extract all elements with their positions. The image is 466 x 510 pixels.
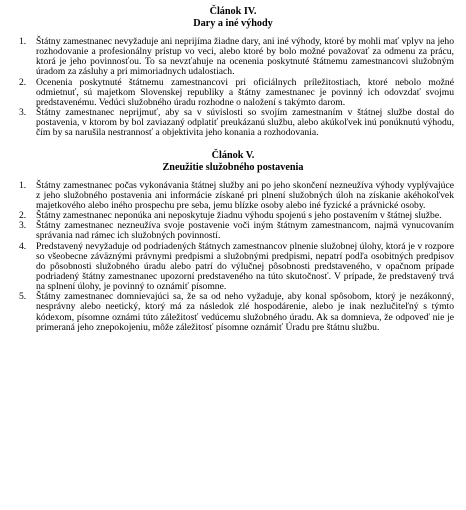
- article-subtitle: Zneužitie služobného postavenia: [162, 161, 304, 173]
- item-number: 3.: [19, 107, 27, 119]
- item-text: Ocenenia poskytnuté štátnemu zamestnancovi pri oficiálnych príležitostiach, ktoré nebolo možné odmietnuť, sú majetkom Slovenskej republiky a štátny zamestnanec je povinný ich odovzdať svojmu predstavenému. Vedúci služobného úradu rozhodne o naložení s takýmto darom.: [36, 76, 454, 108]
- article-title: Článok V.: [211, 149, 255, 161]
- article-v: [10, 150, 456, 333]
- list-item: [10, 181, 456, 211]
- item-text: Predstavený nevyžaduje od podriadených štátnych zamestnancov plnenie služobnej úlohy, ktorá je v rozpore so všeobecne záväznými právnymi predpismi a služobnými predpismi, nepatrí podľa osobitných predpisov do pôsobnosti služobného úradu alebo patrí do výlučnej pôsobnosti predstaveného, v opačnom prípade podriadený štátny zamestnanec upozorní predstaveného na túto skutočnosť. V prípade, že predstavený trvá na splnení úlohy, je povinný to oznámiť písomne.: [36, 240, 454, 293]
- list-item: [10, 242, 456, 293]
- item-number: 3.: [19, 220, 27, 232]
- item-number: 4.: [19, 240, 27, 252]
- item-text: Štátny zamestnanec počas vykonávania štátnej služby ani po jeho skončení nezneužíva výhody vyplývajúce z jeho služobného postavenia ani informácie získané pri plnení služobných úloh na získanie akéhokoľvek majetkového alebo iného prospechu pre seba, jemu blízke osoby alebo iné fyzické a právnické osoby.: [36, 179, 454, 211]
- item-number: 1.: [19, 36, 27, 47]
- article-iv: [10, 6, 456, 139]
- item-text: Štátny zamestnanec neprijmuť, aby sa v súvislosti so svojím zamestnaním v štátnej službe dostal do postavenia, v ktorom by bol zaviazaný odplatiť preukázanú službu, alebo akúkoľvek inú ponúknutú výhodu, čím by sa narušila nestrannosť a objektivita jeho konania a rozhodovania.: [36, 107, 454, 139]
- item-text: Štátny zamestnanec nezneužíva svoje postavenie voči iným štátnym zamestnancom, najmä vynucovaním správania nad rámec ich služobných povinností.: [36, 220, 454, 242]
- item-number: 1.: [19, 179, 27, 191]
- item-number: 2.: [19, 76, 27, 88]
- list-item: [10, 37, 456, 78]
- article-subtitle: Dary a iné výhody: [193, 18, 273, 29]
- section-gap: [10, 139, 456, 150]
- item-text: Štátny zamestnanec neponúka ani neposkytuje žiadnu výhodu spojenú s jeho postavením v štátnej službe.: [36, 210, 442, 222]
- item-number: 2.: [19, 210, 27, 222]
- article-items: [10, 37, 456, 139]
- list-item: [10, 108, 456, 138]
- item-number: 5.: [19, 291, 27, 303]
- list-item: [10, 221, 456, 241]
- item-text: Štátny zamestnanec domnievajúci sa, že sa od neho vyžaduje, aby konal spôsobom, ktorý je nezákonný, nesprávny alebo neetický, ktorý má za následok zlé hospodárenie, alebo je inak nezlučiteľný s týmto kódexom, písomne oznámi túto záležitosť vedúcemu služobného úradu. Ak sa domnieva, že odpoveď nie je primeraná jeho znepokojeniu, môže záležitosť písomne oznámiť Úradu pre štátnu službu.: [36, 291, 454, 333]
- article-title: Článok IV.: [209, 6, 257, 17]
- list-item: [10, 292, 456, 333]
- list-item: [10, 78, 456, 108]
- article-items: [10, 181, 456, 333]
- item-text: Štátny zamestnanec nevyžaduje ani neprijíma žiadne dary, ani iné výhody, ktoré by mohli mať vplyv na jeho rozhodovanie a profesionálny prístup vo veci, alebo ktoré by bolo možné považovať za odmenu za prácu, ktorá je jeho povinnosťou. To sa nevzťahuje na ocenenia poskytnuté štátnemu zamestnancovi služobným úradom za zásluhy a pri mimoriadnych udalostiach.: [36, 36, 454, 78]
